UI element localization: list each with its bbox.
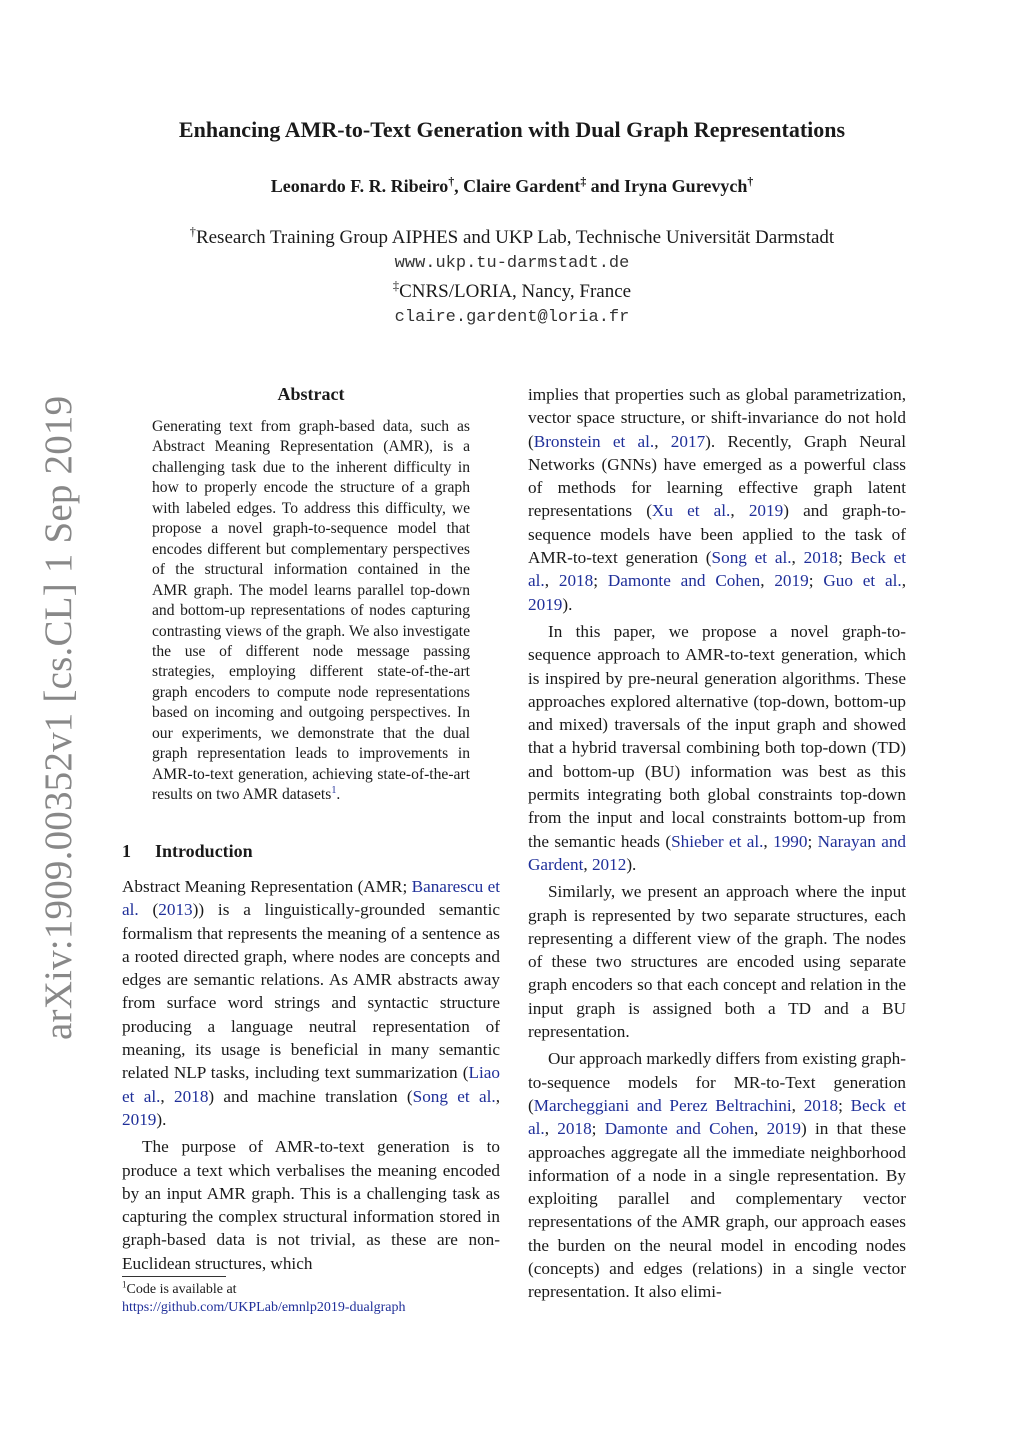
text-run: , [583, 854, 592, 874]
text-run: , [791, 1095, 804, 1115]
citation-link[interactable]: 1990 [773, 831, 808, 851]
citation-link[interactable]: Narayan and Gardent [528, 831, 907, 874]
text-run: ; [838, 1095, 851, 1115]
affiliation-2 [0, 278, 1024, 303]
citation-link[interactable]: 2019 [774, 571, 809, 591]
citation-link[interactable]: Shieber et al. [671, 831, 764, 851]
citation-link[interactable]: 2018 [803, 548, 838, 568]
text-run: ). [156, 1109, 167, 1129]
author-name: and Iryna Gurevych [586, 176, 748, 196]
text-run: ; [593, 571, 608, 591]
author-list [0, 176, 1024, 197]
affiliation-mark: † [747, 175, 754, 188]
citation-link[interactable]: Liao et al. [122, 1063, 500, 1106]
paragraph [528, 1047, 906, 1303]
text-run: ; [591, 1119, 605, 1139]
text-run: , [763, 831, 774, 851]
author-name: , Claire Gardent [454, 176, 581, 196]
section-heading [122, 841, 253, 862]
citation-link[interactable]: Damonte and Cohen [607, 571, 761, 591]
author-email: claire.gardent@loria.fr [394, 308, 630, 327]
citation-link[interactable]: Xu et al. [651, 501, 731, 521]
affiliation-mark: ‡ [392, 278, 400, 293]
footnote-text: Code is available at [126, 1282, 237, 1297]
text-run: ; [808, 571, 824, 591]
paragraph [528, 383, 906, 616]
citation-link[interactable]: Song et al. [711, 548, 792, 568]
paragraph [528, 620, 906, 876]
section-number: 1 [122, 841, 131, 861]
footnote-divider [122, 1276, 226, 1277]
citation-link[interactable]: Banarescu et al. [122, 877, 500, 920]
text-run: , [760, 571, 775, 591]
text-run: , [730, 501, 749, 521]
citation-link[interactable]: 2019 [122, 1109, 157, 1129]
text-run: ). [626, 854, 637, 874]
paper-title: Enhancing AMR-to-Text Generation with Dual Graph Representations [178, 117, 846, 142]
text-run: , [160, 1086, 175, 1106]
citation-link[interactable]: 2018 [174, 1086, 209, 1106]
text-run: implies that properties such as global parametrization, vector space structure, or shift-invariance do not hold ( [528, 385, 906, 451]
text-run: , [791, 548, 804, 568]
text-run: ) in that these approaches aggregate all the immediate neighborhood information of a node in a single representation. By exploiting parallel and complementary vector representations of the AMR graph, our approach eases the burden on the neural model in encoding nodes (concepts) and edges (relations) in a single vector representation. It also elimi- [528, 1119, 907, 1302]
text-run: ). Recently, Graph Neural Networks (GNNs) have emerged as a powerful class of methods for learning effective graph latent representations ( [528, 431, 906, 521]
citation-link[interactable]: Beck et al. [528, 1095, 906, 1139]
affiliation-text: CNRS/LORIA, Nancy, France [399, 281, 632, 302]
footnote-url-link[interactable]: https://github.com/UKPLab/emnlp2019-dualgraph [122, 1300, 406, 1315]
abstract-end: . [336, 786, 341, 804]
citation-link[interactable]: Damonte and Cohen [604, 1119, 754, 1139]
affiliation-1 [0, 224, 1024, 249]
right-column [528, 383, 906, 1304]
text-run: ( [138, 900, 159, 920]
citation-link[interactable]: 2019 [528, 594, 563, 614]
citation-link[interactable]: 2018 [803, 1095, 839, 1115]
paragraph: Similarly, we present an approach where the input graph is represented by two separate structures, each representing a different view of the graph. The nodes of these two structures are encoded using separate graph encoders so that each concept and relation in the input graph is assigned both a TD and a BU representation. [528, 882, 906, 1042]
footnote-line [122, 1281, 405, 1299]
footnote-mark: 1 [122, 1279, 127, 1290]
affiliation-mark: † [448, 175, 455, 188]
text-run: ). [562, 594, 573, 614]
affiliation-mark: ‡ [580, 175, 587, 188]
citation-link[interactable]: Beck et al. [528, 548, 906, 591]
left-column [122, 875, 500, 1275]
text-run: ; [807, 831, 818, 851]
text-run: In this paper, we propose a novel graph-to-sequence approach to AMR-to-text generation, which is inspired by pre-neural generation algorithms. These approaches explored alternative (top-down, bottom-up and mixed) traversals of the input graph and showed that a hybrid traversal combining both top-down (TD) and bottom-up (BU) information was best as this permits integrating both global constraints top-down from the input and local constraints bottom-up from the semantic heads ( [528, 621, 906, 851]
citation-link[interactable]: Marcheggiani and Perez Beltrachini [533, 1095, 792, 1115]
citation-link[interactable]: 2017 [670, 431, 706, 451]
abstract-heading: Abstract [277, 384, 345, 404]
text-run: , [754, 1119, 767, 1139]
abstract-text: Generating text from graph-based data, such as Abstract Meaning Representation (AMR), is a challenging task due to the inherent difficulty in how to properly encode the structure of a graph with labeled edges. To address this difficulty, we propose a novel graph-to-sequence model that encodes different but complementary perspectives of the structural information contained in the AMR graph. The model learns parallel top-down and bottom-up representations of nodes capturing contrasting views of the graph. We also investigate the use of different node message passing strategies, employing different state-of-the-art graph encoders to compute node representations based on incoming and outgoing perspectives. In our experiments, we demonstrate that the dual graph representation leads to improvements in AMR-to-text generation, achieving state-of-the-art results on two AMR datasets [152, 418, 470, 804]
citation-link[interactable]: Guo et al. [823, 571, 902, 591]
affiliation-url-link[interactable]: www.ukp.tu-darmstadt.de [394, 254, 630, 273]
text-run: Our approach markedly differs from existing graph-to-sequence models for MR-to-Text generation ( [528, 1049, 906, 1115]
abstract-body [152, 417, 470, 806]
paragraph [122, 875, 500, 1131]
text-run: ) and machine translation ( [208, 1086, 413, 1106]
paragraph: The purpose of AMR-to-text generation is to produce a text which verbalises the meaning encoded by an input AMR graph. This is a challenging task as capturing the complex structural information stored in graph-based data is not trivial, as these are non-Euclidean structures, which [122, 1137, 500, 1273]
affiliation-text: Research Training Group AIPHES and UKP Lab, Technische Universität Darmstadt [195, 227, 835, 248]
section-title: Introduction [155, 841, 253, 861]
citation-link[interactable]: 2019 [748, 501, 784, 521]
citation-link[interactable]: 2019 [766, 1119, 801, 1139]
text-run: Abstract Meaning Representation (AMR; [122, 877, 412, 896]
text-run: , [544, 1119, 558, 1139]
citation-link[interactable]: Song et al. [412, 1086, 496, 1106]
text-run: , [495, 1086, 501, 1106]
citation-link[interactable]: 2018 [558, 571, 594, 591]
footnote [122, 1281, 405, 1317]
text-run: ; [837, 548, 851, 568]
citation-link[interactable]: 2018 [557, 1119, 592, 1139]
arxiv-stamp: arXiv:1909.00352v1 [cs.CL] 1 Sep 2019 [37, 395, 80, 1040]
text-run: , [901, 571, 906, 591]
text-run: , [544, 571, 559, 591]
footnote-ref[interactable]: 1 [331, 784, 337, 796]
citation-link[interactable]: 2012 [591, 854, 627, 874]
citation-link[interactable]: 2013 [158, 900, 193, 920]
text-run: )) is a linguistically-grounded semantic formalism that represents the meaning of a sentence as a rooted directed graph, where nodes are concepts and edges are semantic relations. As AMR abstracts away from surface word strings and syntactic structure producing a language neutral representation of meaning, its usage is beneficial in many semantic related NLP tasks, including text summarization ( [122, 900, 500, 1083]
text-run: ) and graph-to-sequence models have been applied to the task of AMR-to-text generation ( [528, 501, 906, 568]
author-name: Leonardo F. R. Ribeiro [270, 176, 449, 196]
citation-link[interactable]: Bronstein et al. [533, 431, 655, 451]
affiliation-mark: † [189, 224, 196, 239]
text-run: , [654, 431, 671, 451]
